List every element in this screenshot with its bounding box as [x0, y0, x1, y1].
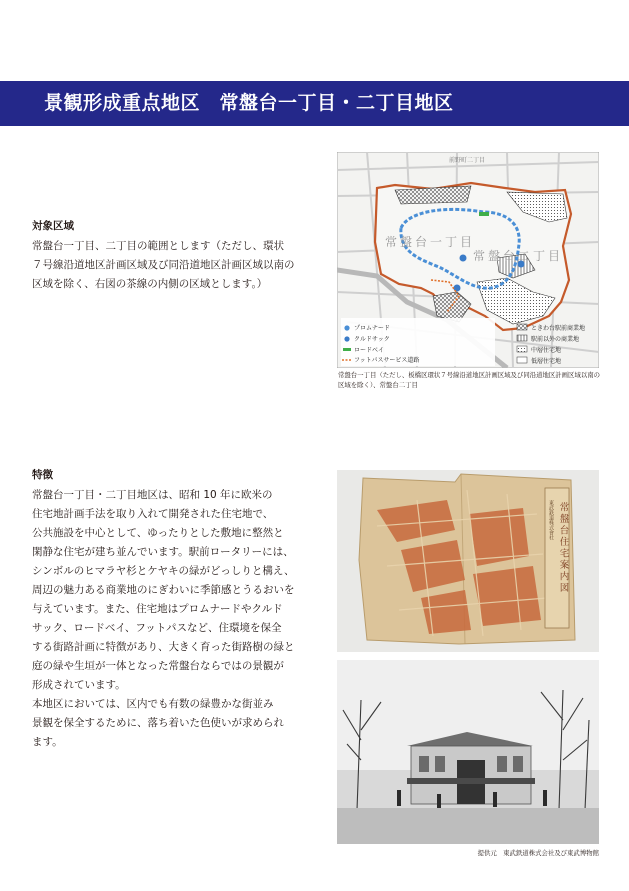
features-line: 与えています。また、住宅地はプロムナードやクルド: [32, 603, 283, 615]
historical-station-photo: [337, 660, 599, 844]
area-description: [32, 237, 295, 294]
station-commercial-swatch: [517, 324, 527, 330]
features-line: 本地区においては、区内でも有数の緑豊かな街並み: [32, 698, 274, 710]
mid-rise-swatch: [517, 346, 527, 352]
features-line: 閑静な住宅が建ち並んでいます。駅前ロータリーには、: [32, 546, 294, 558]
legend-low-rise-label: 低層住宅地: [531, 358, 562, 365]
promenade-icon: [344, 325, 349, 330]
historical-map-image: [337, 470, 599, 652]
old-map-subtitle: 東武鉄道株式會社: [548, 500, 554, 540]
map-label-district2: 常盤台二丁目: [473, 249, 564, 263]
legend-mid-rise-label: 中層住宅地: [531, 347, 562, 354]
page-title-bar: [0, 81, 629, 126]
features-line: 庭の緑や生垣が一体となった常盤台ならではの景観が: [32, 660, 284, 672]
legend-road-bay-label: ロードベイ: [354, 347, 385, 354]
features-line: 住宅地計画手法を取り入れて開発された住宅地で、: [32, 508, 274, 520]
features-line: 形成されています。: [32, 679, 126, 691]
features-line: ます。: [32, 736, 63, 748]
cul-de-sac-icon: [344, 336, 349, 341]
map-caption: 常盤台一丁目（ただし、板橋区環状７号線沿道地区計画区域及び同沿道地区計画区域以南の区域を除く）、常盤台二丁目: [338, 371, 601, 389]
area-line: 常盤台一丁目、二丁目の範囲とします（ただし、環状: [32, 240, 284, 252]
legend-promenade-label: プロムナード: [354, 325, 390, 332]
old-map-title: 常盤台住宅案内図: [557, 502, 569, 594]
legend-footpath-label: フットパスサービス道路: [354, 357, 420, 364]
area-line: 区域を除く、右図の茶線の内側の区域とします。）: [32, 278, 268, 290]
low-rise-swatch: [517, 357, 527, 363]
features-line: サック、ロードベイ、フットパスなど、住環境を保全: [32, 622, 282, 634]
district-map-svg: [337, 152, 599, 368]
photo-credit: 提供元 東武鉄道株式会社及び東武博物館: [477, 849, 599, 857]
map-legend: [341, 318, 585, 366]
district-map: [337, 152, 599, 368]
features-line: 公共施設を中心として、ゆったりとした敷地に整然と: [32, 527, 284, 539]
page-title: 景観形成重点地区 常盤台一丁目・二丁目地区: [44, 92, 454, 114]
area-heading: 対象区域: [32, 220, 74, 232]
features-description: [32, 486, 295, 752]
legend-cul-de-sac-label: クルドサック: [354, 336, 390, 343]
features-line: する街路計画に特徴があり、大きく育った街路樹の緑と: [32, 641, 295, 653]
area-line: ７号線沿道地区計画区域及び同沿道地区計画区域以南の: [32, 259, 295, 271]
map-label-north: 前野町二丁目: [449, 157, 486, 164]
legend-station-commercial-label: ときわ台駅前商業地: [531, 325, 586, 332]
features-line: 景観を保全するために、落ち着いた色使いが求められ: [32, 717, 284, 729]
features-heading: 特徴: [32, 469, 53, 481]
features-line: 常盤台一丁目・二丁目地区は、昭和 10 年に欧米の: [32, 489, 273, 501]
legend-other-commercial-label: 駅前以外の商業地: [531, 336, 580, 343]
features-line: 周辺の魅力ある商業地のにぎわいに季節感とうるおいを: [32, 584, 295, 596]
road-bay-marker: [479, 212, 489, 216]
road-bay-icon: [343, 348, 351, 351]
other-commercial-swatch: [517, 335, 527, 341]
map-label-district1: 常盤台一丁目: [385, 235, 476, 249]
cul-de-sac-marker: [460, 255, 467, 262]
features-line: シンボルのヒマラヤ杉とケヤキの緑がどっしりと構え、: [32, 565, 295, 577]
